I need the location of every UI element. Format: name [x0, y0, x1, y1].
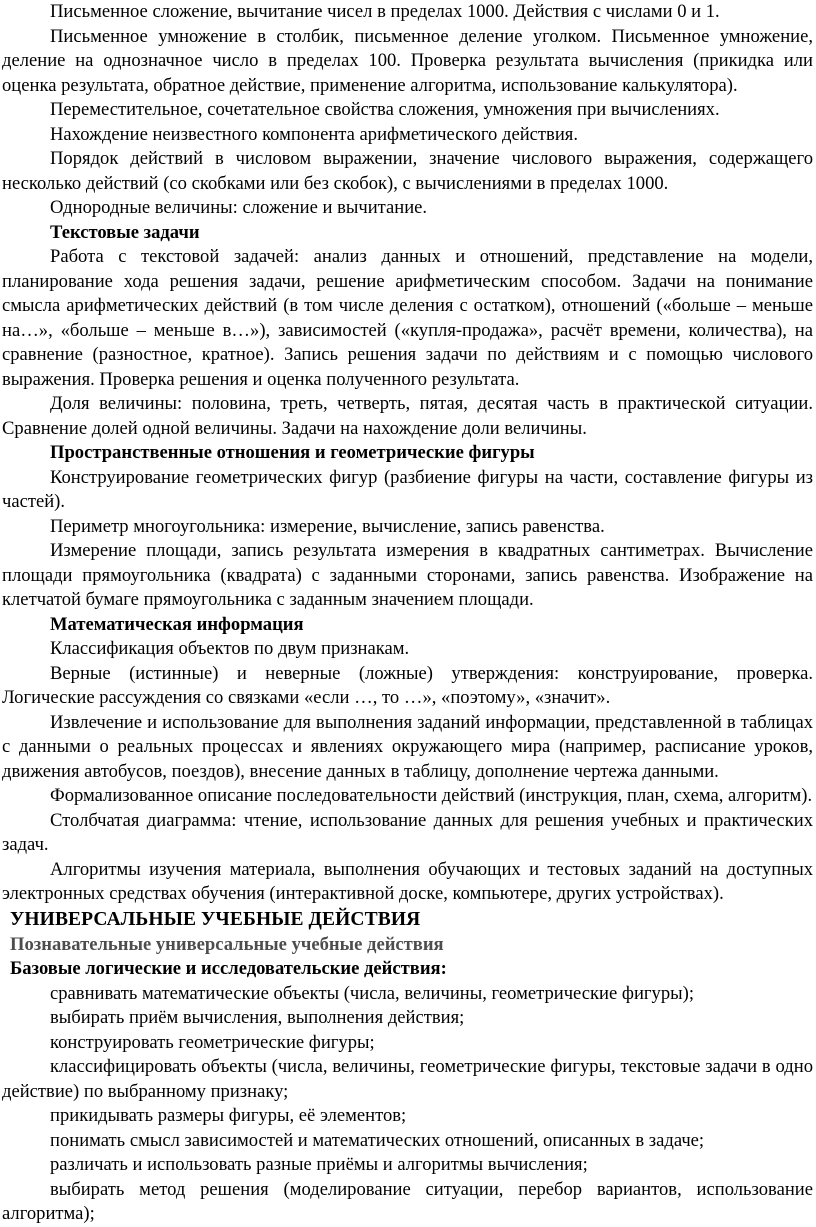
- list-item: выбирать метод решения (моделирование ситуации, перебор вариантов, использование алгоритма);: [2, 1178, 813, 1224]
- list-item: прикидывать размеры фигуры, её элементов;: [50, 1105, 407, 1126]
- list-item: конструировать геометрические фигуры;: [50, 1031, 375, 1053]
- list-item: классифицировать объекты (числа, величины, геометрические фигуры, текстовые задачи в одно действие) по выбранному признаку;: [2, 1056, 813, 1102]
- paragraph-constructing-figures: Конструирование геометрических фигур (разбиение фигуры на части, составление фигуры из частей).: [2, 466, 813, 512]
- heading-geometry: Пространственные отношения и геометрические фигуры: [50, 442, 535, 463]
- heading-uud: УНИВЕРСАЛЬНЫЕ УЧЕБНЫЕ ДЕЙСТВИЯ: [10, 908, 421, 930]
- heading-math-info: Математическая информация: [50, 613, 304, 635]
- paragraph-written-multiplication: Письменное умножение в столбик, письменное деление уголком. Письменное умножение, деление на однозначное число в пределах 100. Проверка результата вычисления (прикидка или оценка результата, обратное действие, применение алгоритма, использование калькулятора).: [2, 25, 813, 96]
- paragraph-properties: Переместительное, сочетательное свойства сложения, умножения при вычислениях.: [50, 99, 720, 120]
- paragraph-perimeter: Периметр многоугольника: измерение, вычисление, запись равенства.: [50, 515, 605, 537]
- paragraph-algorithms-electronic: Алгоритмы изучения материала, выполнения обучающих и тестовых заданий на доступных электронных средствах обучения (интерактивной доске, компьютере, других устройствах).: [2, 858, 813, 904]
- paragraph-homogeneous-quantities: Однородные величины: сложение и вычитание.: [50, 197, 428, 218]
- paragraph-unknown-component: Нахождение неизвестного компонента арифметического действия.: [50, 123, 578, 145]
- paragraph-fractions: Доля величины: половина, треть, четверть, пятая, десятая часть в практической ситуации. Сравнение долей одной величины. Задачи на нахождение доли величины.: [2, 393, 813, 439]
- subheading-logical-research-actions: Базовые логические и исследовательские действия:: [10, 958, 447, 979]
- paragraph-text-task-work: Работа с текстовой задачей: анализ данных и отношений, представление на модели, планирование хода решения задачи, решение арифметическим способом. Задачи на понимание смысла арифметических действий (в том числе деления с остатком), отношений («больше – меньше на…», «больше – меньше в…»), зависимостей («купля-продажа», расчёт времени, количества), на сравнение (разностное, кратное). Запись решения задачи по действиям и с помощью числового выражения. Проверка решения и оценка полученного результата.: [2, 246, 813, 390]
- paragraph-area: Измерение площади, запись результата измерения в квадратных сантиметрах. Вычисление площади прямоугольника (квадрата) с заданными сторонами, запись равенства. Изображение на клетчатой бумаге прямоугольника с заданным значением площади.: [2, 540, 813, 610]
- list-item: различать и использовать разные приёмы и алгоритмы вычисления;: [50, 1154, 588, 1175]
- heading-text-tasks: Текстовые задачи: [50, 221, 200, 243]
- paragraph-written-addition: Письменное сложение, вычитание чисел в пределах 1000. Действия с числами 0 и 1.: [50, 1, 720, 22]
- list-item: сравнивать математические объекты (числа, величины, геометрические фигуры);: [50, 982, 694, 1004]
- paragraph-formalized-description: Формализованное описание последовательности действий (инструкция, план, схема, алгоритм).: [50, 785, 813, 806]
- paragraph-tables-info: Извлечение и использование для выполнения заданий информации, представленной в таблицах с данными о реальных процессах и явлениях окружающего мира (например, расписание уроков, движения автобусов, поездов), внесение данных в таблицу, дополнение чертежа данными.: [2, 711, 813, 782]
- subheading-cognitive-uud: Познавательные универсальные учебные действия: [10, 933, 444, 955]
- paragraph-bar-chart: Столбчатая диаграмма: чтение, использование данных для решения учебных и практических задач.: [2, 809, 813, 855]
- paragraph-classification: Классификация объектов по двум признакам.: [50, 638, 410, 659]
- paragraph-order-of-operations: Порядок действий в числовом выражении, значение числового выражения, содержащего несколько действий (со скобками или без скобок), с вычислениями в пределах 1000.: [2, 148, 813, 194]
- paragraph-true-false-statements: Верные (истинные) и неверные (ложные) утверждения: конструирование, проверка. Логические рассуждения со связками «если …, то …», «поэтому», «значит».: [2, 662, 813, 708]
- list-item: выбирать приём вычисления, выполнения действия;: [50, 1007, 465, 1028]
- list-item: понимать смысл зависимостей и математических отношений, описанных в задаче;: [50, 1129, 705, 1151]
